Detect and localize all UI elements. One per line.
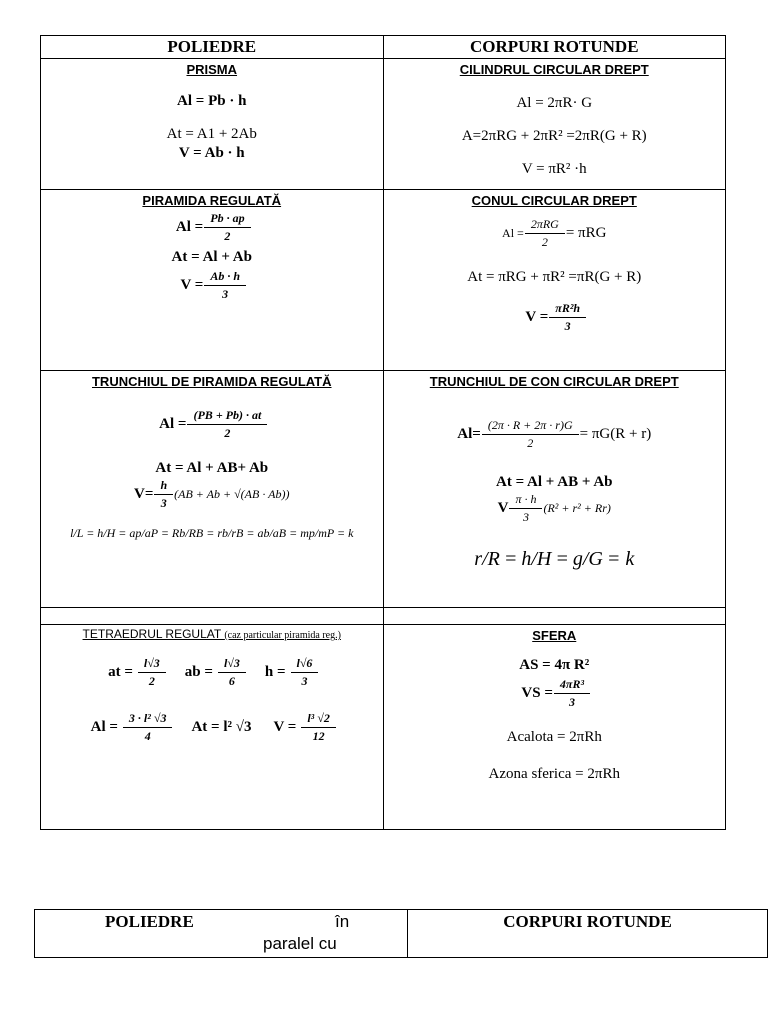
- prisma-at: At = A1 + 2Ab: [166, 126, 257, 142]
- section-title-piramida: PIRAMIDA REGULATĂ: [142, 193, 282, 208]
- tetraedru-v-lhs: V =: [273, 719, 297, 735]
- tetraedru-note: (caz particular piramida reg.): [224, 630, 341, 641]
- fraction-denominator: 3: [291, 672, 319, 690]
- cell-trunchi-piramida: [41, 371, 384, 608]
- piramida-al-fraction: [207, 210, 247, 245]
- con-al-rhs: = πRG: [565, 225, 607, 241]
- piramida-v-fraction: [207, 268, 243, 303]
- trunchi-con-v-rhs: (R² + r² + Rr): [543, 501, 611, 515]
- table2-left-word: în: [335, 912, 350, 931]
- trunchi-con-al-rhs: = πG(R + r): [579, 426, 652, 442]
- piramida-v: [41, 268, 383, 303]
- con-al: [384, 216, 726, 251]
- trunchi-pir-v-fraction: [157, 477, 170, 512]
- ratio-eq: =: [503, 548, 518, 570]
- prisma-v: V = Ab · h: [178, 145, 245, 161]
- fraction-numerator: l√3: [223, 656, 240, 670]
- empty-cell-right: [383, 608, 726, 625]
- fraction-denominator: 3: [509, 508, 542, 526]
- con-al-fraction: [528, 216, 562, 251]
- con-v-fraction: [552, 300, 583, 335]
- fraction-denominator: 2: [138, 672, 166, 690]
- table2-right-cell: CORPURI ROTUNDE: [408, 910, 768, 958]
- tetraedru-row2: [41, 710, 383, 745]
- fraction-denominator: 3: [549, 317, 586, 335]
- fraction-numerator: 2πRG: [530, 217, 559, 231]
- piramida-at: At = Al + Ab: [171, 249, 252, 265]
- section-title-cilindru: CILINDRUL CIRCULAR DREPT: [459, 62, 649, 77]
- con-at: At = πRG + πR² =πR(G + R): [467, 269, 642, 285]
- ratio-k: = k: [606, 548, 635, 570]
- piramida-al-lhs: Al =: [175, 219, 204, 235]
- section-title-trunchi-con: TRUNCHIUL DE CON CIRCULAR DREPT: [429, 374, 679, 389]
- cell-piramida: [41, 190, 384, 371]
- fraction-denominator: 2: [482, 434, 579, 452]
- header-corpuri-rotunde: CORPURI ROTUNDE: [383, 36, 726, 59]
- cell-con: [383, 190, 726, 371]
- formula-table: [40, 35, 726, 830]
- trunchi-con-al-lhs: Al=: [457, 426, 481, 442]
- trunchi-pir-al: [41, 407, 383, 442]
- fraction-denominator: 12: [301, 727, 336, 745]
- tetraedru-atot: At = l² √3: [191, 719, 252, 735]
- cell-cilindru: [383, 59, 726, 190]
- con-v: [384, 300, 726, 335]
- tetraedru-ab-lhs: ab =: [184, 664, 213, 680]
- trunchi-con-v: [384, 491, 726, 526]
- ratio-h: h/H: [521, 548, 552, 570]
- fraction-numerator: (PB + Pb) · at: [193, 408, 262, 422]
- trunchi-pir-v: [41, 477, 383, 512]
- fraction-denominator: 3: [554, 693, 590, 711]
- header-poliedre: POLIEDRE: [41, 36, 384, 59]
- cilindru-v: V = πR² ·h: [521, 161, 587, 177]
- cell-tetraedru: [41, 625, 384, 830]
- section-title-prisma: PRISMA: [186, 62, 238, 77]
- cell-prisma: [41, 59, 384, 190]
- section-title-con: CONUL CIRCULAR DREPT: [471, 193, 637, 208]
- tetraedru-title: TETRAEDRUL REGULAT: [82, 627, 221, 641]
- fraction-numerator: Pb · ap: [210, 211, 245, 225]
- fraction-numerator: (2π · R + 2π · r)G: [487, 418, 573, 432]
- fraction-denominator: 2: [187, 424, 267, 442]
- sfera-as: AS = 4π R²: [519, 657, 590, 673]
- tetraedru-ab-fraction: [221, 655, 243, 690]
- fraction-numerator: πR²h: [555, 301, 581, 315]
- cell-trunchi-con: [383, 371, 726, 608]
- tetraedru-h-lhs: h =: [264, 664, 286, 680]
- table2-left-cell: [35, 910, 408, 958]
- fraction-denominator: 3: [154, 494, 173, 512]
- fraction-numerator: Ab · h: [210, 269, 241, 283]
- fraction-numerator: l³ √2: [307, 711, 330, 725]
- trunchi-con-al-fraction: [485, 417, 576, 452]
- fraction-numerator: l√3: [143, 656, 160, 670]
- cilindru-a: A=2πRG + 2πR² =2πR(G + R): [461, 128, 647, 144]
- piramida-v-lhs: V =: [180, 277, 204, 293]
- sfera-zona: Azona sferica = 2πRh: [488, 766, 620, 782]
- trunchi-con-v-lhs: V: [497, 500, 509, 516]
- fraction-denominator: 4: [123, 727, 173, 745]
- tetraedru-at-fraction: [141, 655, 163, 690]
- con-v-lhs: V =: [525, 309, 549, 325]
- trunchi-con-ratio: [384, 548, 726, 571]
- tetraedru-row1: [41, 655, 383, 690]
- tetraedru-al-fraction: [126, 710, 170, 745]
- section-title-trunchi-piramida: TRUNCHIUL DE PIRAMIDA REGULATĂ: [91, 374, 332, 389]
- tetraedru-al-lhs: Al =: [90, 719, 118, 735]
- fraction-numerator: 4πR³: [559, 677, 585, 691]
- fraction-numerator: h: [160, 478, 168, 492]
- fraction-denominator: 3: [204, 285, 246, 303]
- sfera-vs: [384, 676, 726, 711]
- ratio-eq: =: [555, 548, 569, 570]
- fraction-denominator: 2: [204, 227, 250, 245]
- sfera-vs-fraction: [557, 676, 587, 711]
- trunchi-pir-v-rhs: (AB + Ab + √(AB · Ab)): [174, 487, 290, 501]
- tetraedru-v-fraction: [304, 710, 333, 745]
- sfera-calota: Acalota = 2πRh: [506, 729, 602, 745]
- ratio-r: r/R: [474, 548, 500, 570]
- empty-cell-left: [41, 608, 384, 625]
- trunchi-pir-al-lhs: Al =: [159, 416, 187, 432]
- tetraedru-at-lhs: at =: [108, 664, 133, 680]
- fraction-denominator: 6: [218, 672, 246, 690]
- prisma-al: Al = Pb · h: [177, 93, 247, 109]
- trunchi-pir-v-lhs: V=: [134, 486, 154, 502]
- trunchi-con-at: At = Al + AB + Ab: [496, 474, 613, 490]
- tetraedru-h-fraction: [294, 655, 316, 690]
- con-al-lhs: Al =: [502, 226, 524, 240]
- table2-left-title: POLIEDRE: [105, 912, 194, 931]
- trunchi-con-al: [384, 417, 726, 452]
- fraction-numerator: l√6: [296, 656, 313, 670]
- trunchi-pir-ratio: l/L = h/H = ap/aP = Rb/RB = rb/rB = ab/aB = mp/mP = k: [70, 526, 354, 540]
- section-title-sfera: SFERA: [532, 628, 577, 643]
- fraction-numerator: 3 · l² √3: [128, 711, 167, 725]
- ratio-g: g/G: [572, 548, 603, 570]
- section-title-tetraedru: [41, 627, 383, 641]
- sfera-vs-lhs: VS =: [521, 685, 553, 701]
- trunchi-pir-at: At = Al + AB+ Ab: [155, 460, 269, 476]
- cilindru-al: Al = 2πR· G: [516, 95, 593, 111]
- fraction-denominator: 2: [525, 233, 565, 251]
- table2-left-sub: paralel cu: [263, 934, 337, 953]
- fraction-numerator: π · h: [515, 492, 537, 506]
- trunchi-con-v-fraction: [512, 491, 539, 526]
- trunchi-pir-al-fraction: [190, 407, 264, 442]
- cell-sfera: [383, 625, 726, 830]
- piramida-al: [41, 210, 383, 245]
- parallel-table: [34, 909, 768, 958]
